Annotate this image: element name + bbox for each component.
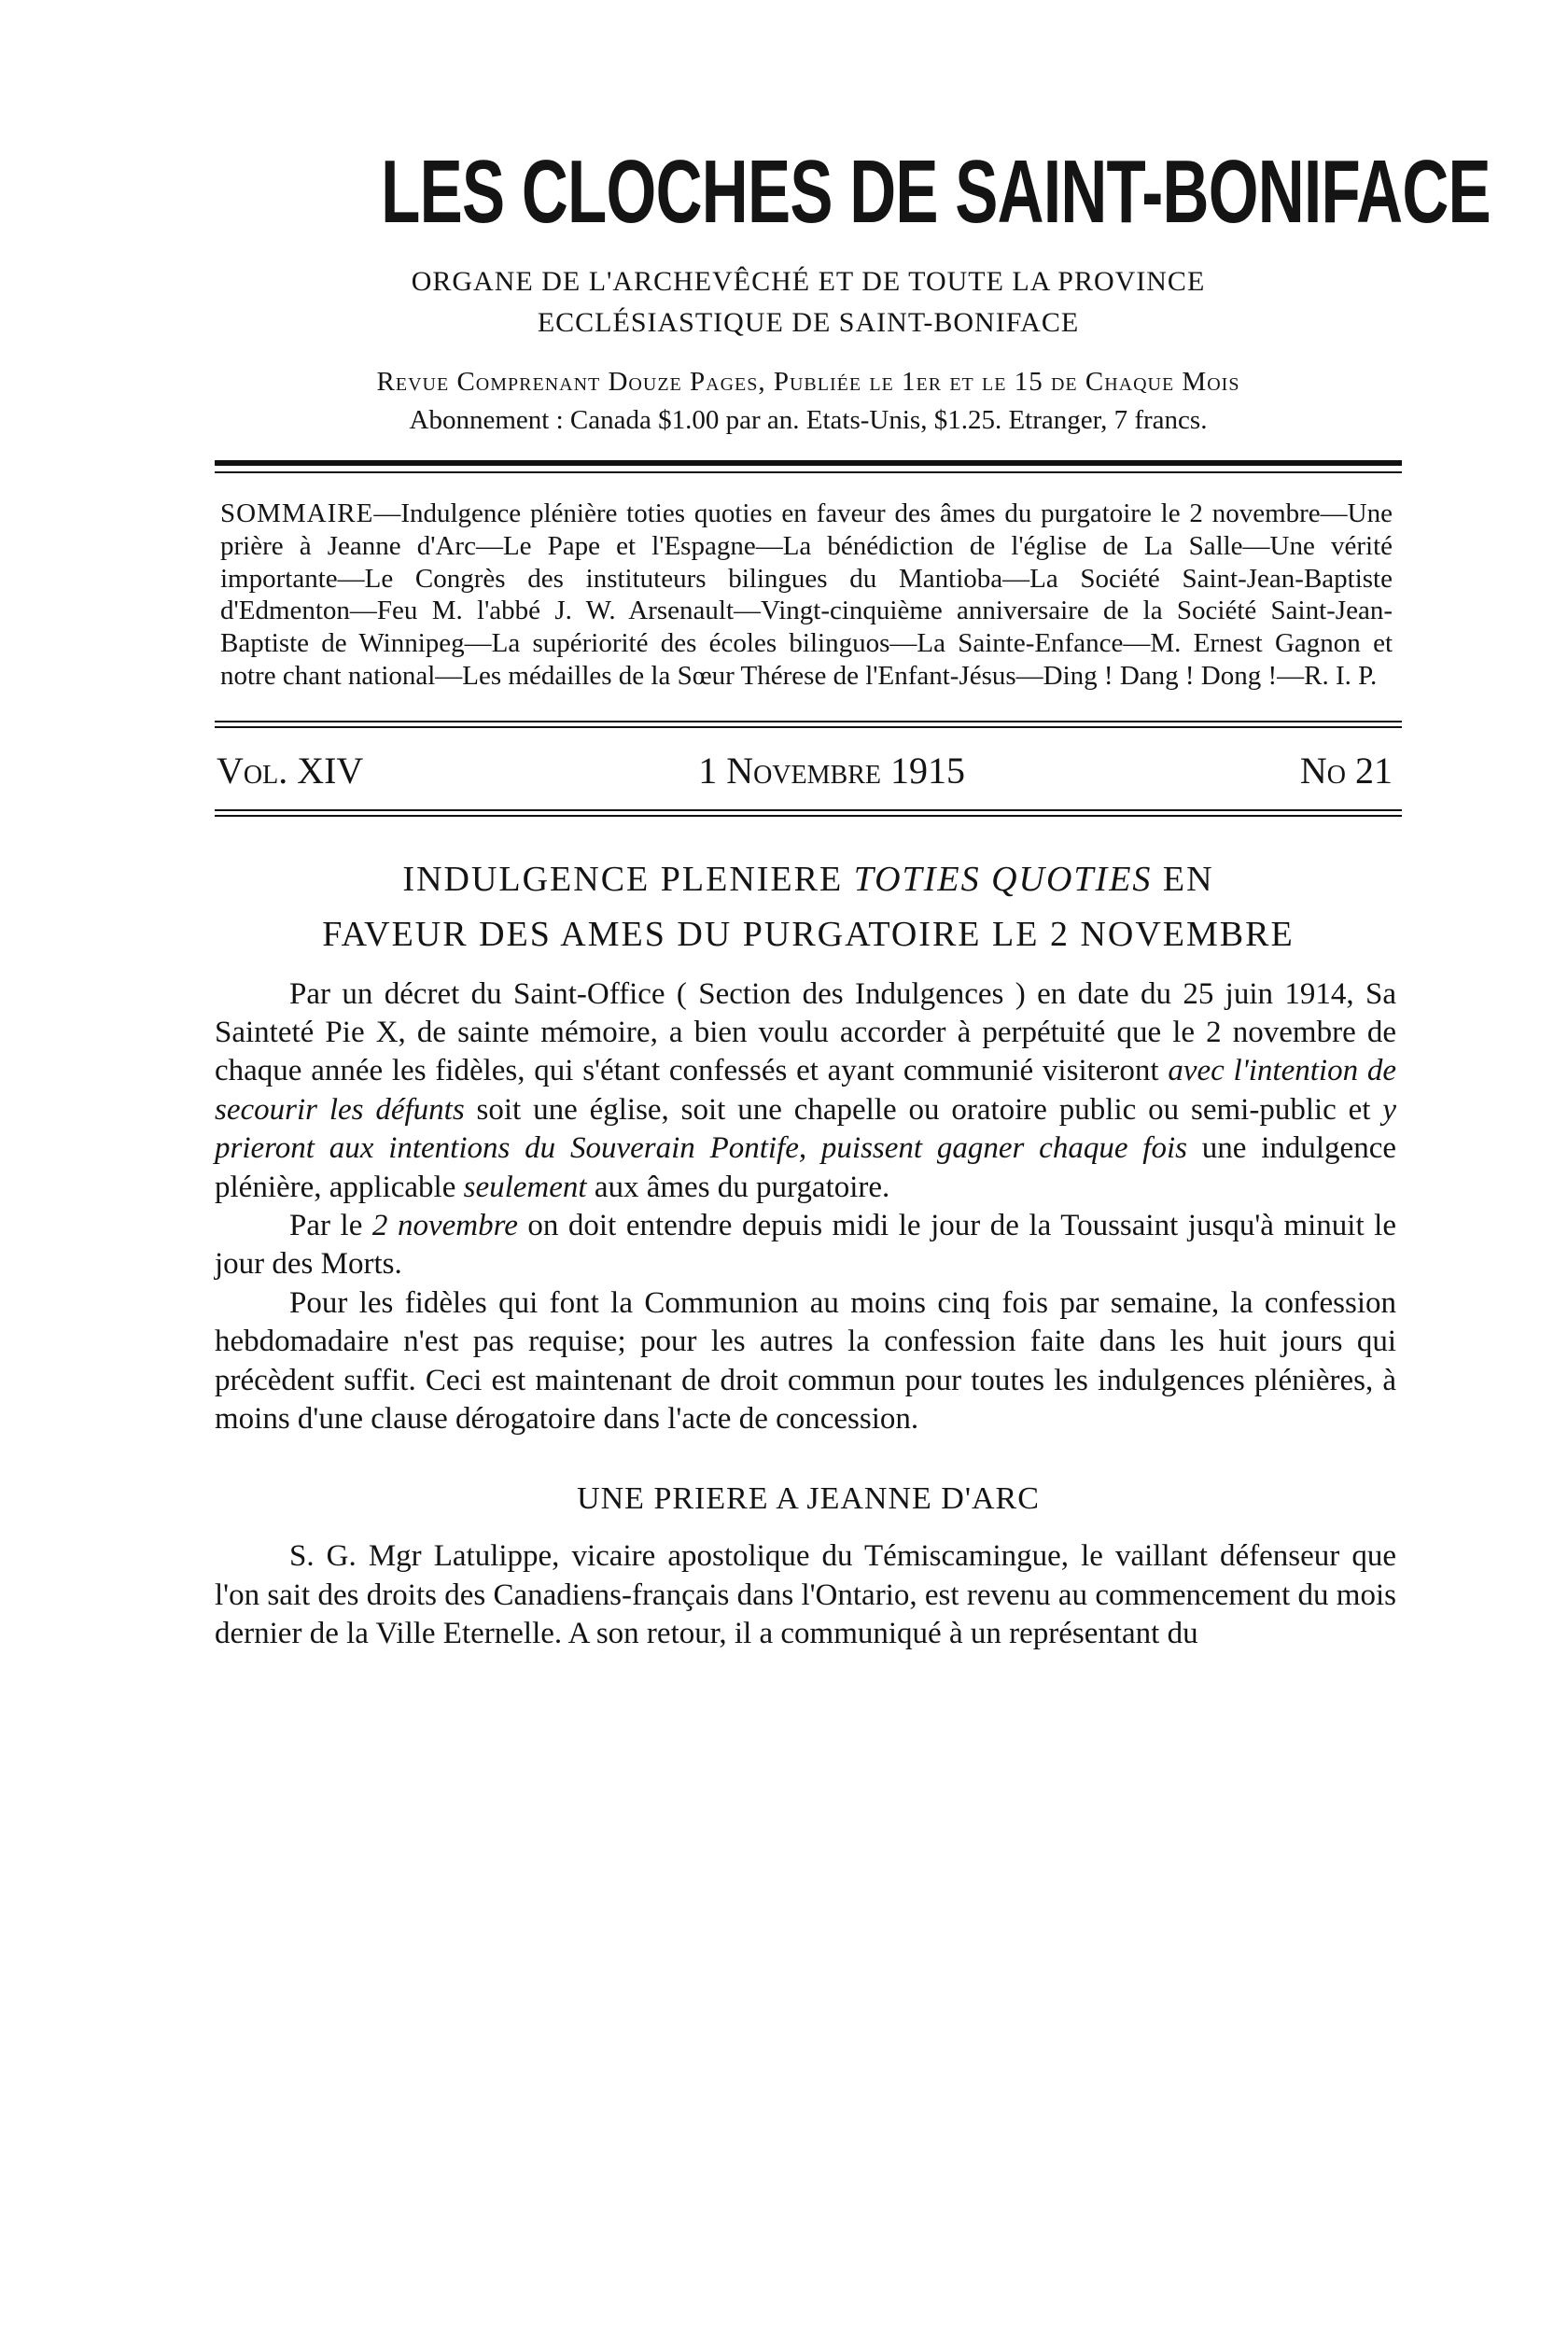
subscription-line: Abonnement : Canada $1.00 par an. Etats-Unis, $1.25. Etranger, 7 francs. (409, 405, 1208, 435)
organ-line-2: ECCLÉSIASTIQUE DE SAINT-BONIFACE (537, 306, 1080, 338)
article-body (215, 975, 1402, 1439)
sommaire-text: —Indulgence plénière toties quoties en faveur des âmes du purgatoire le 2 novembre—Une prière à Jeanne d'Arc—Le Pape et l'Espagne—La bénédiction de l'église de La Salle—Une vérité importante—Le Congrès des instituteurs bilingues du Mantioba—La Société Saint-Jean-Baptiste d'Edmenton—Feu M. l'abbé J. W. Arsenault—Vingt-cinquième anniversaire de la Société Saint-Jean-Baptiste de Winnipeg—La supériorité des écoles bilinguos—La Sainte-Enfance—M. Ernest Gagnon et notre chant national—Les médailles de la Sœur Thérese de l'Enfant-Jésus—Ding ! Dang ! Dong !—R. I. P. (220, 498, 1393, 691)
divider-thick (215, 460, 1402, 466)
organ-line-1: ORGANE DE L'ARCHEVÊCHÉ ET DE TOUTE LA PROVINCE (411, 266, 1206, 297)
paragraph (215, 975, 1396, 1207)
text-run: Par un décret du Saint-Office ( Section des Indulgences ) en date du 25 juin 1914, Sa Sainteté Pie X, de sainte mémoire, a bien voulu accorder à perpétuité que le 2 novembre de chaque année les fidèles, qui s'étant confessés et ayant communié visiteront (215, 976, 1396, 1088)
volume-label: Vol. XIV (217, 749, 364, 792)
article-title: UNE PRIERE A JEANNE D'ARC (577, 1481, 1040, 1517)
divider-thin (215, 471, 1402, 473)
text-run: avec l'intention de secourir les défunts (215, 1054, 1396, 1127)
article-title (215, 852, 1402, 962)
organ-subtitle (215, 261, 1402, 343)
table-of-contents (215, 498, 1402, 693)
title-line-2: FAVEUR DES AMES DU PURGATOIRE LE 2 NOVEMBRE (322, 914, 1295, 954)
title-part: EN (1152, 859, 1214, 899)
sommaire-label: SOMMAIRE (220, 498, 374, 528)
issue-date: 1 Novembre 1915 (698, 749, 965, 792)
text-run: on doit entendre depuis midi le jour de la Toussaint jusqu'à minuit le jour des Morts. (215, 1209, 1396, 1282)
issue-info (215, 749, 1402, 792)
paragraph: Pour les fidèles qui font la Communion au moins cinq fois par semaine, la confession hebdomadaire n'est pas requise; pour les autres la confession faite dans les huit jours qui précèdent suffit. Ceci est maintenant de droit commun pour toutes les indulgences plénières, à moins d'une clause dérogatoire dans l'acte de concession. (215, 1285, 1396, 1437)
text-run: 2 novembre (371, 1209, 518, 1242)
article-indulgence (215, 852, 1402, 1439)
divider-top (215, 721, 1402, 722)
article-body (215, 1537, 1402, 1653)
paragraph (215, 1207, 1396, 1284)
text-run: soit une église, soit une chapelle ou oratoire public ou semi-public et (464, 1092, 1383, 1127)
divider-bottom (215, 726, 1402, 728)
title-part: INDULGENCE PLENIERE (402, 859, 854, 899)
divider-bottom (215, 815, 1402, 817)
text-run: Par le (289, 1209, 372, 1242)
masthead (215, 140, 1491, 436)
revue-line: Revue Comprenant Douze Pages, Publiée le 1er et le 15 de Chaque Mois (376, 367, 1240, 397)
article-jeanne-darc (215, 1481, 1402, 1653)
text-run: aux âmes du purgatoire. (586, 1170, 890, 1204)
paragraph: S. G. Mgr Latulippe, vicaire apostolique du Témiscamingue, le vaillant défenseur que l'on sait des droits des Canadiens-français dans l'Ontario, est revenu au commencement du mois dernier de la Ville Eternelle. A son retour, il a communiqué à un représentant du (215, 1539, 1396, 1651)
title-italic: TOTIES QUOTIES (853, 859, 1153, 899)
text-run: une indulgence plénière, applicable (215, 1131, 1396, 1204)
newspaper-page (215, 140, 1491, 1663)
text-run: seulement (463, 1170, 587, 1204)
issue-number: No 21 (1299, 749, 1393, 792)
divider-top (215, 809, 1402, 811)
publication-title: LES CLOCHES DE SAINT-BONIFACE (381, 142, 1491, 242)
text-run: y prieront aux intentions du Souverain Pontife, puissent gagner chaque fois (215, 1092, 1396, 1166)
